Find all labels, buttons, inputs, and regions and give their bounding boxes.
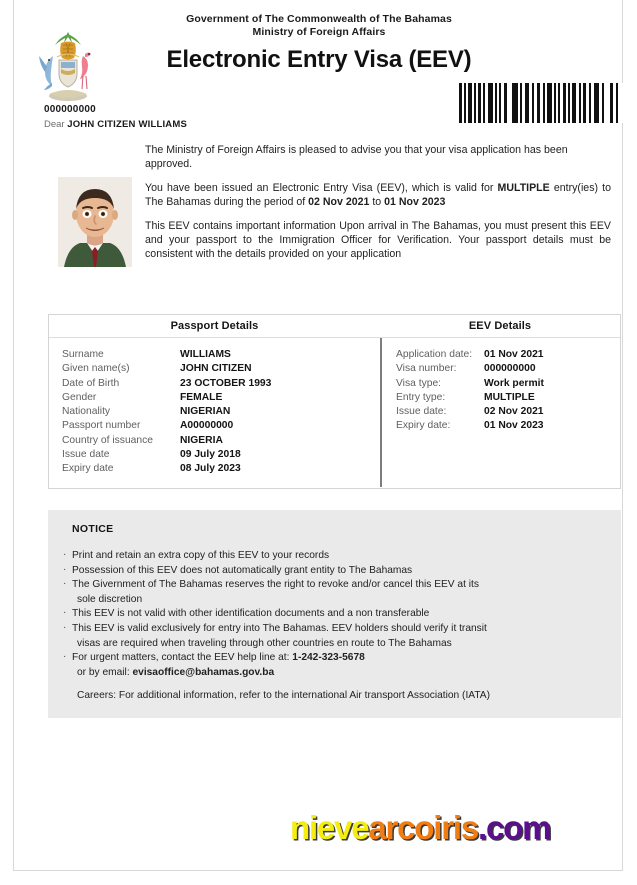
passport-field-label: Passport number (62, 420, 141, 432)
applicant-photo (58, 177, 132, 267)
watermark-segment-b: arcoiris (368, 809, 479, 846)
notice-bullet-icon: · (63, 607, 67, 619)
passport-field-value: 09 July 2018 (180, 449, 241, 461)
period-start-emphasis: 02 Nov 2021 (308, 195, 370, 208)
applicant-name: JOHN CITIZEN WILLIAMS (67, 119, 188, 130)
barcode-icon (458, 83, 623, 123)
passport-field-row (62, 405, 380, 419)
validity-text-3: to (369, 195, 385, 208)
passport-field-label: Given name(s) (62, 363, 130, 375)
notice-box (48, 510, 621, 718)
notice-item (62, 549, 612, 564)
passport-field-label: Nationality (62, 406, 111, 418)
salutation-prefix: Dear (44, 119, 65, 130)
notice-bullet-icon: · (63, 621, 67, 633)
passport-field-value: NIGERIA (180, 434, 223, 446)
notice-item-text: For urgent matters, contact the EEV help line at: (72, 652, 293, 664)
site-watermark (290, 810, 550, 846)
body-copy (145, 144, 611, 272)
passport-field-row (62, 362, 380, 376)
eev-field-row (396, 405, 620, 419)
validity-text-2: entry(ies) to The Bahamas during the period of (145, 182, 612, 208)
notice-item (62, 564, 612, 579)
passport-field-row (62, 448, 380, 462)
ministry-line: Ministry of Foreign Affairs (252, 26, 386, 38)
watermark-segment-a: nieve (290, 809, 369, 846)
passport-field-row (62, 462, 380, 476)
notice-bullet-icon: · (63, 549, 67, 560)
notice-email-address: evisaoffice@bahamas.gov.ba (132, 666, 275, 678)
passport-details-title: Passport Details (170, 320, 259, 332)
passport-field-row (62, 377, 380, 391)
notice-title: NOTICE (72, 523, 114, 535)
notice-item-text: The Givernment of The Bahamas reserves the right to revoke and/or cancel this EEV at its (72, 579, 479, 591)
notice-bullet-icon: · (63, 578, 67, 590)
passport-field-row (62, 391, 380, 405)
entry-type-emphasis: MULTIPLE (497, 182, 550, 195)
notice-list (62, 549, 612, 680)
passport-field-label: Surname (62, 349, 104, 360)
notice-item (62, 651, 612, 680)
passport-field-value: A00000000 (180, 420, 234, 432)
passport-field-value: JOHN CITIZEN (180, 363, 252, 375)
notice-item-text: This EEV is valid exclusively for entry into The Bahamas. EEV holders should verify it transit (72, 622, 487, 634)
passport-field-row (62, 434, 380, 448)
watermark-segment-c: .com (478, 809, 551, 846)
eev-field-row (396, 391, 620, 405)
notice-item-text: This EEV is not valid with other identification documents and a non transferable (72, 608, 430, 620)
passport-field-label: Gender (62, 391, 97, 403)
document-header (14, 13, 624, 75)
eev-field-row (396, 377, 620, 391)
eev-details-title: EEV Details (468, 320, 532, 332)
eev-field-value: 01 Nov 2021 (484, 349, 544, 360)
eev-field-row (396, 419, 620, 433)
eev-field-value: 000000000 (484, 363, 536, 375)
notice-bullet-icon: · (63, 563, 67, 575)
passport-field-row (62, 348, 380, 362)
passport-field-label: Date of Birth (62, 377, 120, 389)
details-table (48, 314, 621, 489)
notice-item-text: Print and retain an extra copy of this EEV to your records (72, 550, 330, 561)
eev-details-rule (380, 337, 620, 338)
notice-item (62, 607, 612, 622)
passport-details-column (49, 315, 380, 488)
page-title: Electronic Entry Visa (EEV) (166, 46, 472, 73)
eev-field-row (396, 362, 620, 376)
eev-field-row (396, 348, 620, 362)
passport-field-row (62, 419, 380, 433)
notice-item (62, 622, 612, 651)
validity-text-1: You have been issued an Electronic Entry Visa (EEV), which is valid for (145, 182, 498, 195)
reference-number: 000000000 (44, 104, 96, 115)
eev-field-value: 01 Nov 2023 (484, 420, 544, 432)
eev-field-label: Visa number: (396, 363, 457, 375)
notice-bullet-icon: · (63, 651, 67, 663)
period-end-emphasis: 01 Nov 2023 (384, 195, 446, 208)
eev-field-value: Work permit (484, 377, 544, 389)
eev-field-label: Issue date: (396, 406, 447, 418)
paragraph-approval: The Ministry of Foreign Affairs is pleased to advise you that your visa application has been approved. (145, 144, 568, 170)
notice-item-continuation: sole discretion (77, 593, 143, 605)
notice-footer: Careers: For additional information, refer to the international Air transport Association (IATA) (77, 690, 490, 701)
passport-field-value: FEMALE (180, 391, 223, 403)
eev-field-label: Application date: (396, 349, 473, 360)
paragraph-instructions: This EEV contains important information Upon arrival in The Bahamas, you must present this EEV and your passport to the Immigration Officer for Verification. Your passport details must be consistent with the details provided on your application (145, 220, 611, 260)
eev-field-value: MULTIPLE (484, 391, 535, 403)
eev-details-column (380, 315, 620, 488)
notice-helpline-number: 1-242-323-5678 (292, 652, 365, 664)
passport-details-rule (49, 337, 380, 338)
eev-field-list (380, 348, 620, 434)
passport-field-value: WILLIAMS (180, 349, 231, 360)
eev-field-label: Entry type: (396, 391, 446, 403)
notice-item-continuation (72, 666, 612, 681)
visa-document-sheet (13, 0, 623, 871)
passport-field-value: NIGERIAN (180, 406, 231, 418)
salutation (44, 119, 187, 130)
notice-email-label: or by email: (77, 666, 133, 678)
passport-field-value: 08 July 2023 (180, 463, 241, 475)
government-line: Government of The Commonwealth of The Bahamas (186, 13, 452, 25)
eev-field-label: Visa type: (396, 377, 442, 389)
eev-field-value: 02 Nov 2021 (484, 406, 544, 418)
eev-field-label: Expiry date: (396, 420, 451, 432)
passport-field-list (49, 348, 380, 477)
passport-field-label: Country of issuance (62, 434, 154, 446)
passport-field-label: Issue date (62, 449, 110, 461)
passport-field-label: Expiry date (62, 463, 114, 475)
notice-item-text: Possession of this EEV does not automatically grant entity to The Bahamas (72, 564, 413, 576)
passport-field-value: 23 OCTOBER 1993 (180, 377, 272, 389)
paragraph-validity (145, 182, 611, 209)
notice-item-continuation: visas are required when traveling through other countries en route to The Bahamas (77, 637, 452, 649)
notice-item (62, 578, 612, 607)
